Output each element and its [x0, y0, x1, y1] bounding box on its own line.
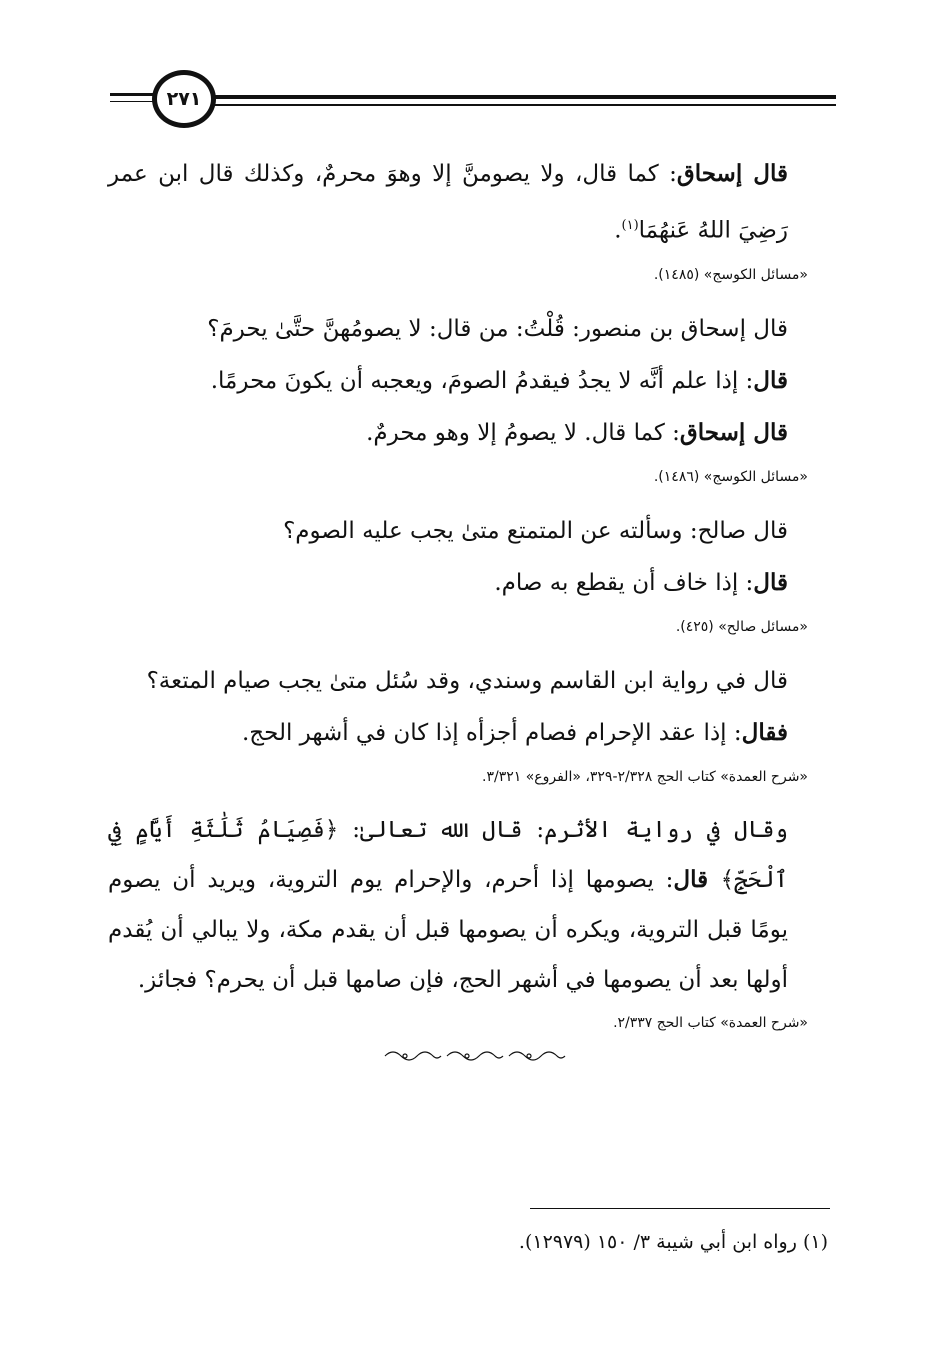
source-citation-2: «مسائل الكوسج» (١٤٨٦).	[653, 468, 808, 485]
paragraph-4	[108, 655, 788, 759]
footnote-reference: (١)	[621, 218, 639, 233]
header-rule-left-thin	[110, 101, 156, 102]
paragraph-5	[108, 805, 788, 1005]
footnote-text: رواه ابن أبي شيبة ٣/ ١٥٠ (١٢٩٧٩).	[518, 1231, 797, 1253]
footnote-separator	[530, 1208, 830, 1209]
footnote-marker: (١)	[802, 1231, 828, 1253]
section-divider-ornament	[380, 1046, 570, 1066]
line: قال: إذا خاف أن يقطع به صام.	[494, 568, 788, 596]
header-rule-right	[214, 95, 836, 99]
header-rule-right-thin	[214, 104, 836, 106]
page-number-badge	[152, 70, 216, 128]
source-citation-5: «شرح العمدة» كتاب الحج ٢/٣٣٧.	[613, 1014, 808, 1031]
header-rule-left	[110, 93, 156, 96]
line: قال: إذا علم أنَّه لا يجدُ فيقدمُ الصومَ، ويعجبه أن يكونَ محرمًا.	[210, 366, 788, 394]
page-header	[110, 70, 836, 134]
paragraph-text: : كما قال، ولا يصومنَّ إلا وهوَ محرمٌ، وكذلك قال ابن عمر رَضِيَ اللهُ عَنهُمَا	[108, 161, 788, 244]
line: فقال: إذا عقد الإحرام فصام أجزأه إذا كان في أشهر الحج.	[241, 718, 788, 746]
line: قال إسحاق: كما قال. لا يصومُ إلا وهو محرمٌ.	[366, 418, 788, 446]
line: قال صالح: وسألته عن المتمتع متىٰ يجب عليه الصوم؟	[283, 517, 788, 544]
paragraph-text: وقال في رواية الأثرم: قال الله تعالىٰ: ﴿فَصِيَامُ ثَلَٰثَةِ أَيَّامٍ فِي ٱلْحَجِّ﴾	[108, 816, 788, 893]
line: قال في رواية ابن القاسم وسندي، وقد سُئل متىٰ يجب صيام المتعة؟	[146, 667, 788, 694]
footnote	[380, 1224, 828, 1260]
source-citation-3: «مسائل صالح» (٤٢٥).	[675, 618, 808, 635]
paragraph-2	[108, 303, 788, 459]
page-number: ٢٧١	[166, 88, 202, 110]
paragraph-text: : يصومها إذا أحرم، والإحرام يوم التروية، ويريد أن يصوم يومًا قبل التروية، ويكره أن يصومها قبل أن يقدم مكة، ولا يبالي أن يُقدم أولها بعد أن يصومها في أشهر الحج، فإن صامها قبل أن يحرم؟ فجائز.	[108, 866, 788, 993]
paragraph-3	[108, 505, 788, 609]
main-text	[108, 148, 808, 1051]
source-citation-1: «مسائل الكوسج» (١٤٨٥).	[653, 266, 808, 283]
paragraph-1: قال إسحاق: كما قال، ولا يصومنَّ إلا وهوَ محرمٌ، وكذلك قال ابن عمر رَضِيَ اللهُ عَنهُمَا$^{(١)}$.	[108, 160, 788, 244]
source-citation-4: «شرح العمدة» كتاب الحج ٢/٣٢٨-٣٢٩، «الفروع» ٣/٣٢١.	[482, 768, 808, 785]
line: قال إسحاق بن منصور: قُلْتُ: من قال: لا يصومُهنَّ حتَّىٰ يحرمَ؟	[207, 315, 788, 342]
speaker-label: قال إسحاق	[676, 160, 788, 187]
speaker-label: قال	[673, 865, 721, 893]
